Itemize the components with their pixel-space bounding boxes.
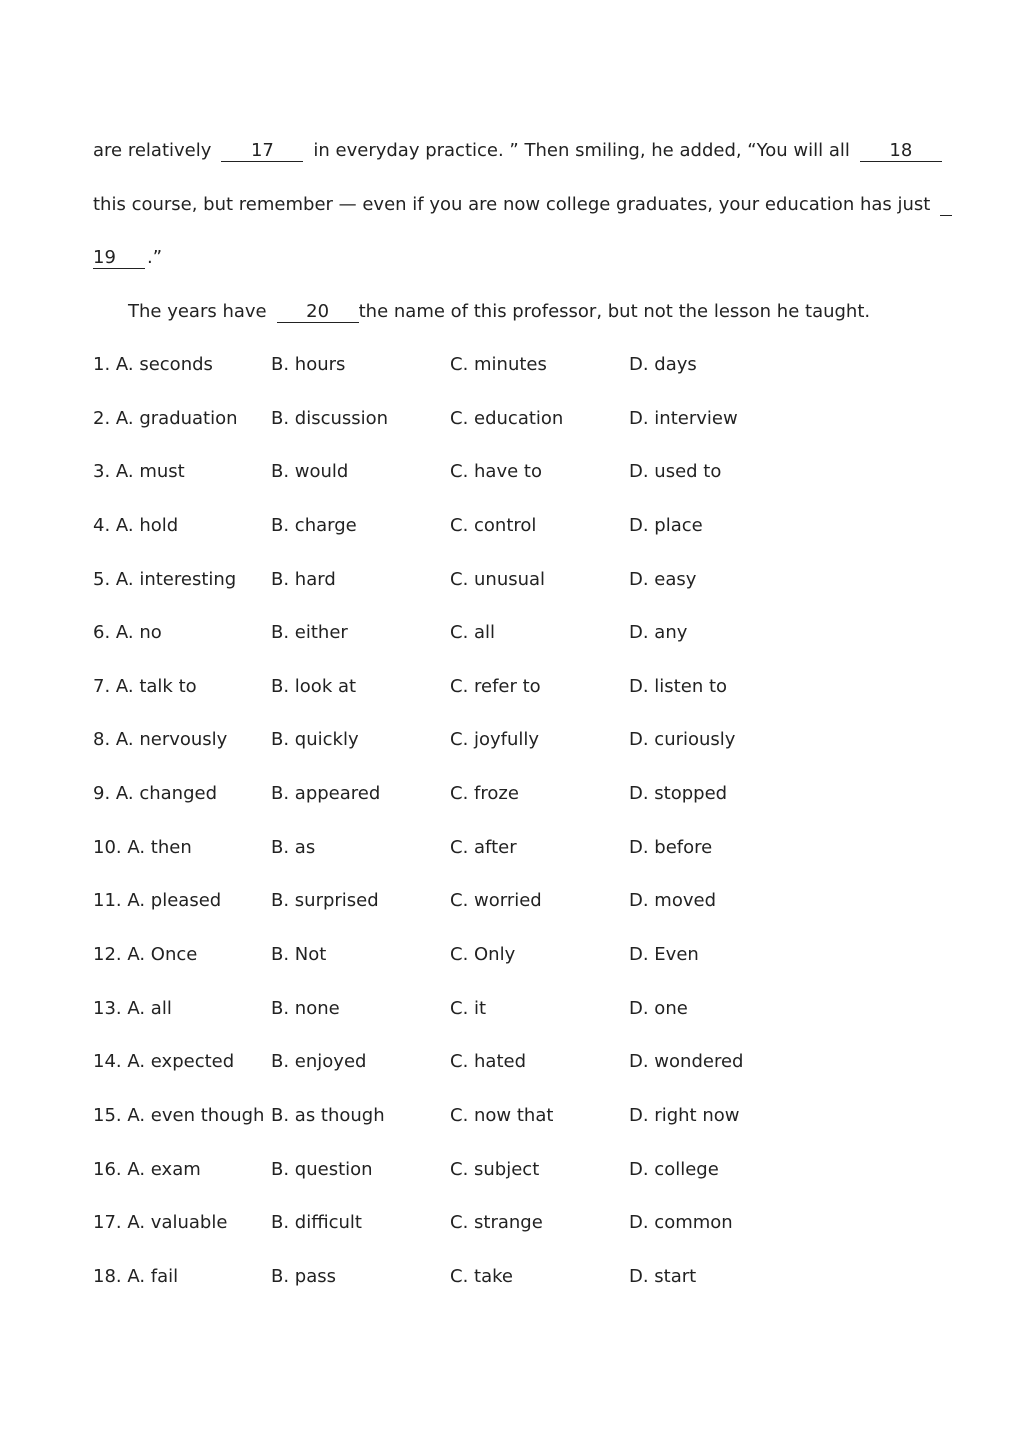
- option-b: B. hours: [271, 354, 346, 375]
- option-d: D. easy: [629, 568, 697, 590]
- passage-text: in everyday practice. ” Then smiling, he added, “You will all: [313, 140, 850, 161]
- option-d: D. used to: [629, 461, 722, 483]
- option-c: C. have to: [450, 461, 542, 483]
- option-d: D. wondered: [629, 1051, 744, 1073]
- option-c: C. worried: [450, 890, 542, 912]
- blank-20: 20: [277, 302, 359, 323]
- option-d: D. before: [629, 836, 713, 858]
- option-a: 1. A. seconds: [93, 354, 213, 375]
- option-a: 14. A. expected: [93, 1051, 235, 1073]
- passage-text: this course, but remember — even if you are now college graduates, your education has just: [93, 194, 931, 215]
- option-d: D. college: [629, 1158, 719, 1180]
- option-a: 13. A. all: [93, 997, 172, 1019]
- option-b: B. question: [271, 1158, 373, 1180]
- option-d: D. moved: [629, 890, 717, 912]
- option-b: B. hard: [271, 568, 336, 590]
- option-b: B. quickly: [271, 729, 359, 751]
- passage-line-2: [93, 192, 944, 218]
- blank-19: 19: [93, 248, 145, 269]
- option-b: B. look at: [271, 675, 357, 697]
- option-c: C. all: [450, 622, 496, 644]
- option-d: D. any: [629, 622, 688, 644]
- option-c: C. take: [450, 1265, 513, 1287]
- option-b: B. enjoyed: [271, 1051, 367, 1073]
- option-d: D. curiously: [629, 729, 736, 751]
- option-b: B. as though: [271, 1104, 385, 1126]
- option-b: B. as: [271, 836, 316, 858]
- option-c: C. control: [450, 514, 537, 536]
- option-c: C. minutes: [450, 354, 547, 375]
- option-a: 12. A. Once: [93, 944, 198, 966]
- option-c: C. education: [450, 407, 564, 429]
- option-c: C. hated: [450, 1051, 527, 1073]
- option-c: C. Only: [450, 944, 516, 966]
- option-d: D. listen to: [629, 675, 728, 697]
- option-a: 5. A. interesting: [93, 568, 237, 590]
- option-b: B. pass: [271, 1265, 337, 1287]
- option-b: B. discussion: [271, 407, 389, 429]
- option-c: C. unusual: [450, 568, 546, 590]
- option-b: B. appeared: [271, 783, 381, 805]
- option-a: 15. A. even though: [93, 1104, 265, 1126]
- passage-text: The years have: [128, 301, 267, 322]
- option-b: B. charge: [271, 514, 357, 536]
- option-a: 4. A. hold: [93, 514, 179, 536]
- option-c: C. it: [450, 997, 487, 1019]
- blank-18: 18: [860, 141, 942, 162]
- option-c: C. after: [450, 836, 517, 858]
- option-d: D. place: [629, 514, 703, 536]
- option-a: 18. A. fail: [93, 1265, 179, 1287]
- option-d: D. interview: [629, 407, 738, 429]
- option-b: B. either: [271, 622, 348, 644]
- option-a: 17. A. valuable: [93, 1212, 228, 1234]
- blank-17: 17: [221, 141, 303, 162]
- passage-line-3: [93, 245, 944, 271]
- passage-line-4: [128, 299, 944, 325]
- option-c: C. refer to: [450, 675, 541, 697]
- option-d: D. one: [629, 997, 688, 1019]
- option-c: C. strange: [450, 1212, 543, 1234]
- option-d: D. right now: [629, 1104, 740, 1126]
- blank-19-start: [940, 195, 952, 216]
- option-d: D. start: [629, 1265, 697, 1287]
- option-a: 16. A. exam: [93, 1158, 201, 1180]
- passage-text: .”: [147, 247, 163, 268]
- option-b: B. none: [271, 997, 340, 1019]
- option-a: 9. A. changed: [93, 783, 218, 805]
- option-a: 3. A. must: [93, 461, 185, 483]
- option-a: 7. A. talk to: [93, 675, 197, 697]
- option-b: B. would: [271, 461, 349, 483]
- passage-line-1: [93, 138, 944, 164]
- option-d: D. Even: [629, 944, 699, 966]
- option-a: 6. A. no: [93, 622, 162, 644]
- option-b: B. difficult: [271, 1212, 362, 1234]
- option-a: 10. A. then: [93, 836, 192, 858]
- option-b: B. surprised: [271, 890, 379, 912]
- option-c: C. subject: [450, 1158, 540, 1180]
- option-c: C. joyfully: [450, 729, 540, 751]
- option-a: 11. A. pleased: [93, 890, 222, 912]
- option-a: 2. A. graduation: [93, 407, 238, 429]
- option-d: D. days: [629, 354, 697, 375]
- option-b: B. Not: [271, 944, 327, 966]
- option-d: D. common: [629, 1212, 733, 1234]
- passage-text: the name of this professor, but not the lesson he taught.: [358, 301, 871, 322]
- option-a: 8. A. nervously: [93, 729, 228, 751]
- passage-text: are relatively: [93, 140, 212, 161]
- option-c: C. now that: [450, 1104, 554, 1126]
- option-c: C. froze: [450, 783, 519, 805]
- option-d: D. stopped: [629, 783, 728, 805]
